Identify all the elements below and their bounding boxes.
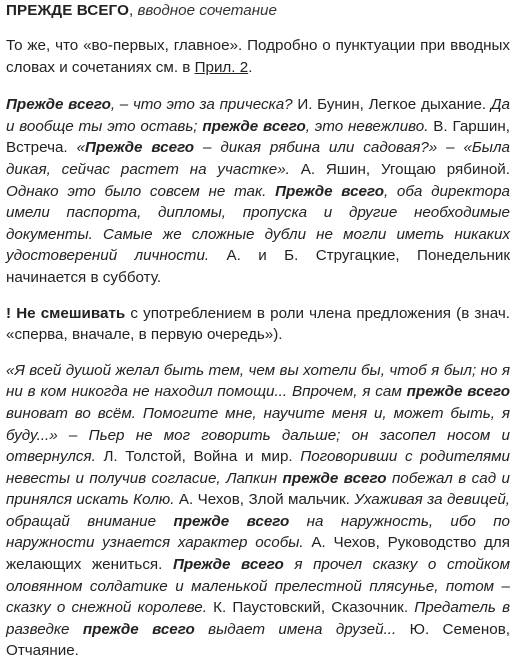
appendix-link[interactable]: Прил. 2 <box>194 58 249 76</box>
example-quote: , оба директора имели паспорта, дипломы, пропуска и другие необходимые документы. Самые же сложные дубли не могли иметь никаких удостоверений личности. <box>6 182 510 265</box>
example-quote: – дикая рябина или садовая?» – «Была дикая, сейчас растет на участке». <box>6 139 510 178</box>
highlighted-term: прежде всего <box>173 512 290 530</box>
highlighted-term: Прежде всего <box>275 182 384 200</box>
example-source: А. Яшин, Угощаю рябиной. <box>300 160 510 178</box>
example-quote: я прочел сказку о стойком оловянном солдатике и маленькой прелестной плясунье, потом – сказку о снежной королеве. <box>6 556 510 617</box>
example-quote: « <box>76 139 86 157</box>
example-quote: «Я всей душой желал быть тем, чем вы хотели бы, чтоб я был; но я ни в ком никогда не находил помощи... Впрочем, я сам <box>6 361 510 401</box>
usage-note-text: с употреблением в роли члена предложения (в знач. «сперва, вначале, в первую очередь»). <box>6 304 510 344</box>
highlighted-term: Прежде всего <box>85 139 195 157</box>
entry-heading <box>6 0 510 21</box>
highlighted-term: Прежде всего <box>6 96 111 114</box>
example-quote: виноват во всём. Помогите мне, научите меня и, может быть, я буду...» – Пьер не мог говорить дальше; он засопел носом и отвернулся. <box>6 404 510 466</box>
example-source: А. Чехов, Руководство для желающих жениться. <box>6 534 511 574</box>
entry-definition <box>6 35 510 78</box>
example-source: В. Гаршин, Встреча. <box>6 117 510 157</box>
example-quote: выдает имена друзей... <box>194 620 410 638</box>
usage-note-mark: ! Не смешивать <box>6 304 126 322</box>
entry-term: ПРЕЖДЕ ВСЕГО <box>6 2 129 19</box>
highlighted-term: прежде всего <box>406 383 511 401</box>
example-source: И. Бунин, Легкое дыхание. <box>297 96 491 114</box>
example-source: К. Паустовский, Сказочник. <box>213 599 415 617</box>
highlighted-term: Прежде всего <box>172 556 284 574</box>
example-quote: Однако это было совсем не так. <box>6 182 276 200</box>
example-quote: , – что это за прическа? <box>110 96 298 114</box>
example-quote: Поговоривши с родителями невесты и получив согласие, Лапкин <box>6 448 511 487</box>
highlighted-term: прежде всего <box>82 620 195 638</box>
example-source: А. и Б. Стругацкие, Понедельник начинается в субботу. <box>6 247 510 286</box>
example-quote: Да и вообще ты это оставь; <box>6 96 510 135</box>
example-quote: Ухаживая за девицей, обращай внимание <box>6 491 510 530</box>
example-source: Л. Толстой, Война и мир. <box>103 448 301 466</box>
highlighted-term: прежде всего <box>282 469 387 487</box>
highlighted-term: прежде всего <box>202 117 306 135</box>
example-source: А. Чехов, Злой мальчик. <box>178 491 355 509</box>
definition-text: То же, что «во-первых, главное». Подробно о пунктуации при вводных словах и сочетаниях см. в <box>6 37 510 76</box>
entry-kind: вводное сочетание <box>137 2 277 19</box>
example-quote: Предатель в разведке <box>6 599 510 638</box>
example-quote: на наружность, ибо по наружности узнается характер особы. <box>6 512 511 552</box>
example-quote: , это невежливо. <box>305 117 434 135</box>
heading-separator: , <box>128 2 138 19</box>
example-source: Ю. Семенов, Отчаяние. <box>6 620 510 660</box>
definition-end: . <box>248 58 253 76</box>
example-quote: побежал в сад и принялся искать Колю. <box>6 469 510 509</box>
examples-member <box>6 360 510 662</box>
examples-introductory <box>6 94 510 288</box>
usage-note <box>6 303 510 346</box>
